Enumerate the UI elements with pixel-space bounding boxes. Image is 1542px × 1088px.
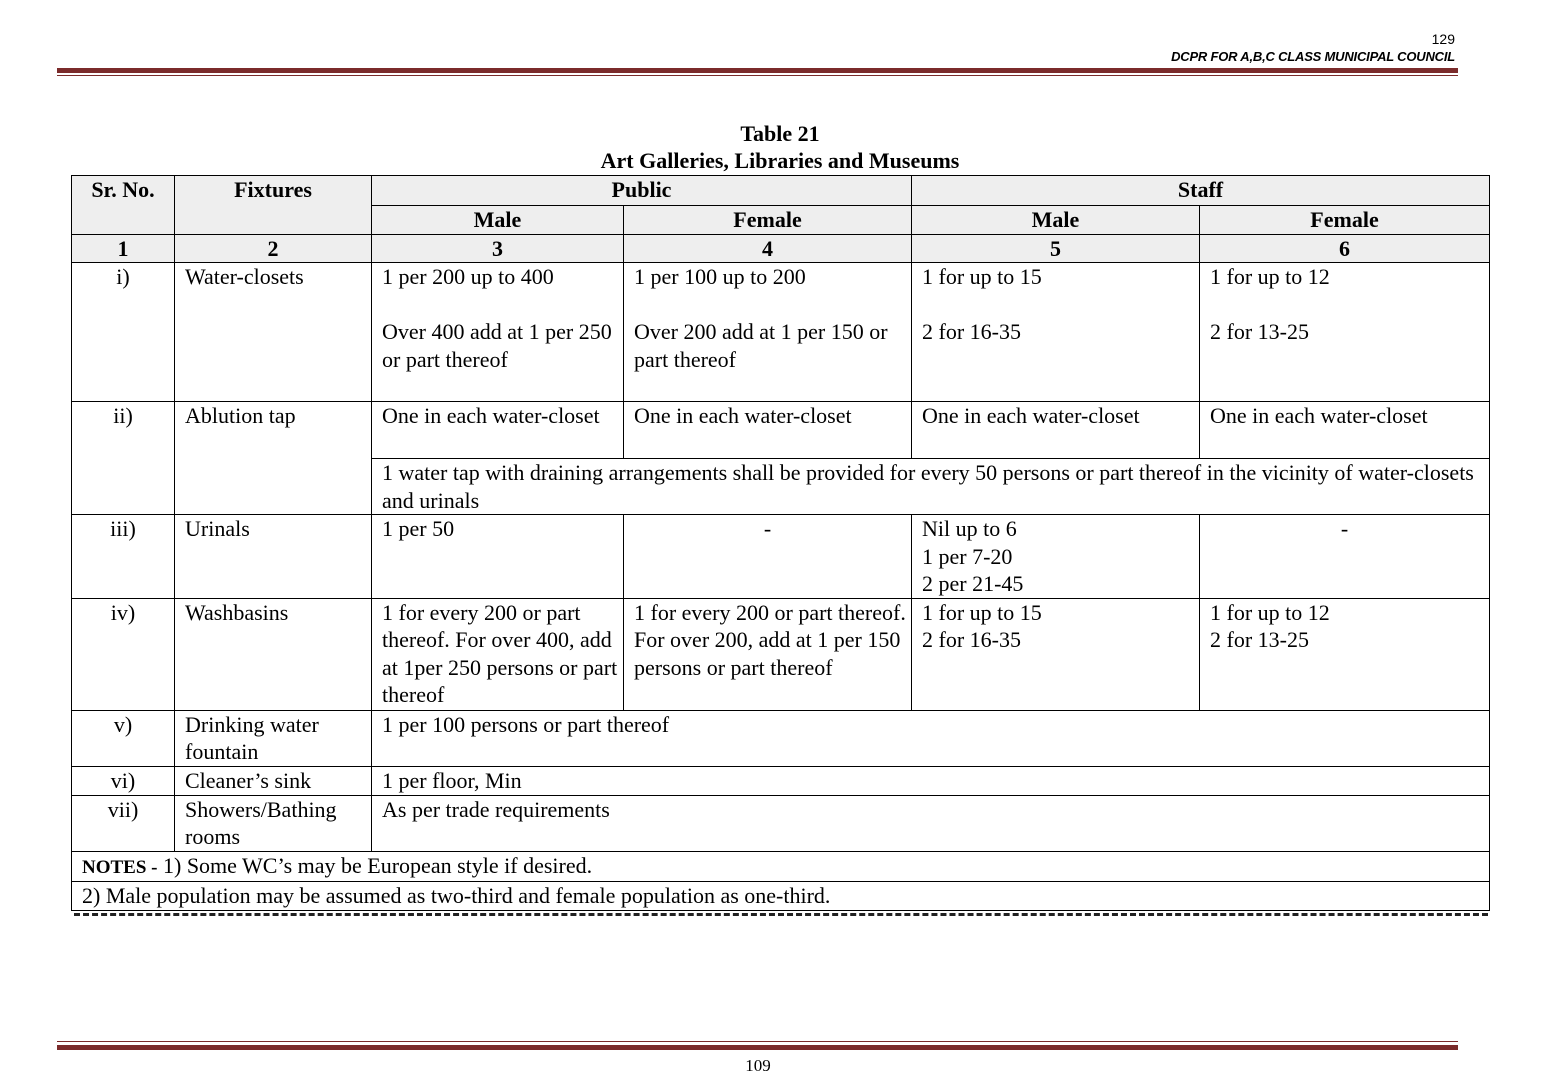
cell-staff-female xyxy=(1200,263,1490,402)
table-caption-title: Art Galleries, Libraries and Museums xyxy=(600,148,960,173)
table-caption-number: Table 21 xyxy=(740,121,820,146)
row-fixture: Washbasins xyxy=(175,598,372,710)
cell-public-male: 1 for every 200 or part thereof. For over 400, add at 1per 250 persons or part thereof xyxy=(372,598,624,710)
column-number: 3 xyxy=(372,234,624,263)
cell-line: 1 for up to 15 xyxy=(922,599,1042,625)
note-1: 1) Some WC’s may be European style if desired. xyxy=(163,852,593,878)
cell-public-male: 1 per 50 xyxy=(372,515,624,599)
row-fixture: Ablution tap xyxy=(175,402,372,515)
row-fixture: Urinals xyxy=(175,515,372,599)
cell-line: 1 per 100 up to 200 xyxy=(634,264,806,289)
cell-ablution-note: 1 water tap with draining arrangements shall be provided for every 50 persons or part thereof in the vicinity of water-closets and urinals xyxy=(372,459,1490,515)
table-row-cleaners-sink xyxy=(72,766,1490,795)
header-public: Public xyxy=(372,176,912,206)
cell-line: 2 for 16-35 xyxy=(922,319,1021,344)
header-staff-female: Female xyxy=(1200,206,1490,235)
column-number: 5 xyxy=(912,234,1200,263)
table-row-ablution-tap xyxy=(72,402,1490,459)
header-rule-thin xyxy=(57,75,1458,76)
cell-line: Over 200 add at 1 per 150 or part thereof xyxy=(634,319,888,372)
header-staff-male: Male xyxy=(912,206,1200,235)
footer-page-number: 109 xyxy=(745,1056,771,1075)
row-sr-no: iv) xyxy=(72,598,175,710)
cell-public-female: - xyxy=(624,515,912,599)
cell-line: 1 per 200 up to 400 xyxy=(382,264,554,289)
column-number: 4 xyxy=(624,234,912,263)
cell-public-female xyxy=(624,263,912,402)
cell-line: 1 for up to 12 xyxy=(1210,599,1330,625)
column-number: 6 xyxy=(1200,234,1490,263)
column-number: 1 xyxy=(72,234,175,263)
row-sr-no: vi) xyxy=(72,766,175,795)
header-document-title: DCPR FOR A,B,C CLASS MUNICIPAL COUNCIL xyxy=(1171,49,1455,64)
row-fixture: Showers/Bathing rooms xyxy=(175,795,372,851)
cell-staff-male xyxy=(912,263,1200,402)
row-sr-no: vii) xyxy=(72,795,175,851)
cell-requirement: 1 per 100 persons or part thereof xyxy=(372,710,1490,766)
header-fixtures: Fixtures xyxy=(175,176,372,235)
cell-staff-female: - xyxy=(1200,515,1490,599)
table-row-washbasins xyxy=(72,598,1490,710)
cell-staff-female: One in each water-closet xyxy=(1200,402,1490,459)
table-row-showers xyxy=(72,795,1490,851)
dashed-separator xyxy=(74,913,1488,916)
cell-staff-male: One in each water-closet xyxy=(912,402,1200,459)
cell-requirement: 1 per floor, Min xyxy=(372,766,1490,795)
row-fixture: Cleaner’s sink xyxy=(175,766,372,795)
notes-line-1 xyxy=(72,851,1490,882)
table-row-drinking-fountain xyxy=(72,710,1490,766)
cell-line: 1 for up to 15 xyxy=(922,264,1042,289)
fixtures-table xyxy=(71,175,1490,911)
cell-public-female: One in each water-closet xyxy=(624,402,912,459)
row-sr-no: i) xyxy=(72,263,175,402)
row-fixture: Drinking water fountain xyxy=(175,710,372,766)
cell-line: 1 for up to 12 xyxy=(1210,264,1330,289)
table-row-urinals xyxy=(72,515,1490,599)
header-page-number: 129 xyxy=(1431,31,1455,47)
cell-requirement: As per trade requirements xyxy=(372,795,1490,851)
cell-line: 1 per 7-20 xyxy=(922,543,1013,569)
header-sr-no: Sr. No. xyxy=(72,176,175,235)
cell-staff-female xyxy=(1200,598,1490,710)
notes-label: NOTES - xyxy=(82,856,158,878)
cell-line: Over 400 add at 1 per 250 or part thereof xyxy=(382,319,612,372)
cell-line: 2 for 13-25 xyxy=(1210,627,1309,652)
cell-public-female: 1 for every 200 or part thereof. For over 200, add at 1 per 150 persons or part thereof xyxy=(624,598,912,710)
row-sr-no: v) xyxy=(72,710,175,766)
cell-staff-male xyxy=(912,515,1200,599)
header-staff: Staff xyxy=(912,176,1490,206)
row-sr-no: iii) xyxy=(72,515,175,599)
note-2: 2) Male population may be assumed as two-third and female population as one-third. xyxy=(72,882,1490,911)
footer-rule-thin xyxy=(57,1041,1458,1042)
cell-public-male: One in each water-closet xyxy=(372,402,624,459)
row-fixture: Water-closets xyxy=(175,263,372,402)
cell-line: 2 for 16-35 xyxy=(922,627,1021,652)
column-number: 2 xyxy=(175,234,372,263)
header-rule xyxy=(57,68,1458,73)
row-sr-no: ii) xyxy=(72,402,175,515)
cell-line: 2 for 13-25 xyxy=(1210,319,1309,344)
cell-line: Nil up to 6 xyxy=(922,516,1017,541)
cell-public-male xyxy=(372,263,624,402)
cell-line: 2 per 21-45 xyxy=(922,571,1024,596)
cell-staff-male xyxy=(912,598,1200,710)
table-row-notes-1 xyxy=(72,851,1490,882)
header-public-female: Female xyxy=(624,206,912,235)
table-row-water-closets xyxy=(72,263,1490,402)
table-row-notes-2 xyxy=(72,882,1490,911)
header-public-male: Male xyxy=(372,206,624,235)
footer-rule xyxy=(57,1045,1458,1050)
